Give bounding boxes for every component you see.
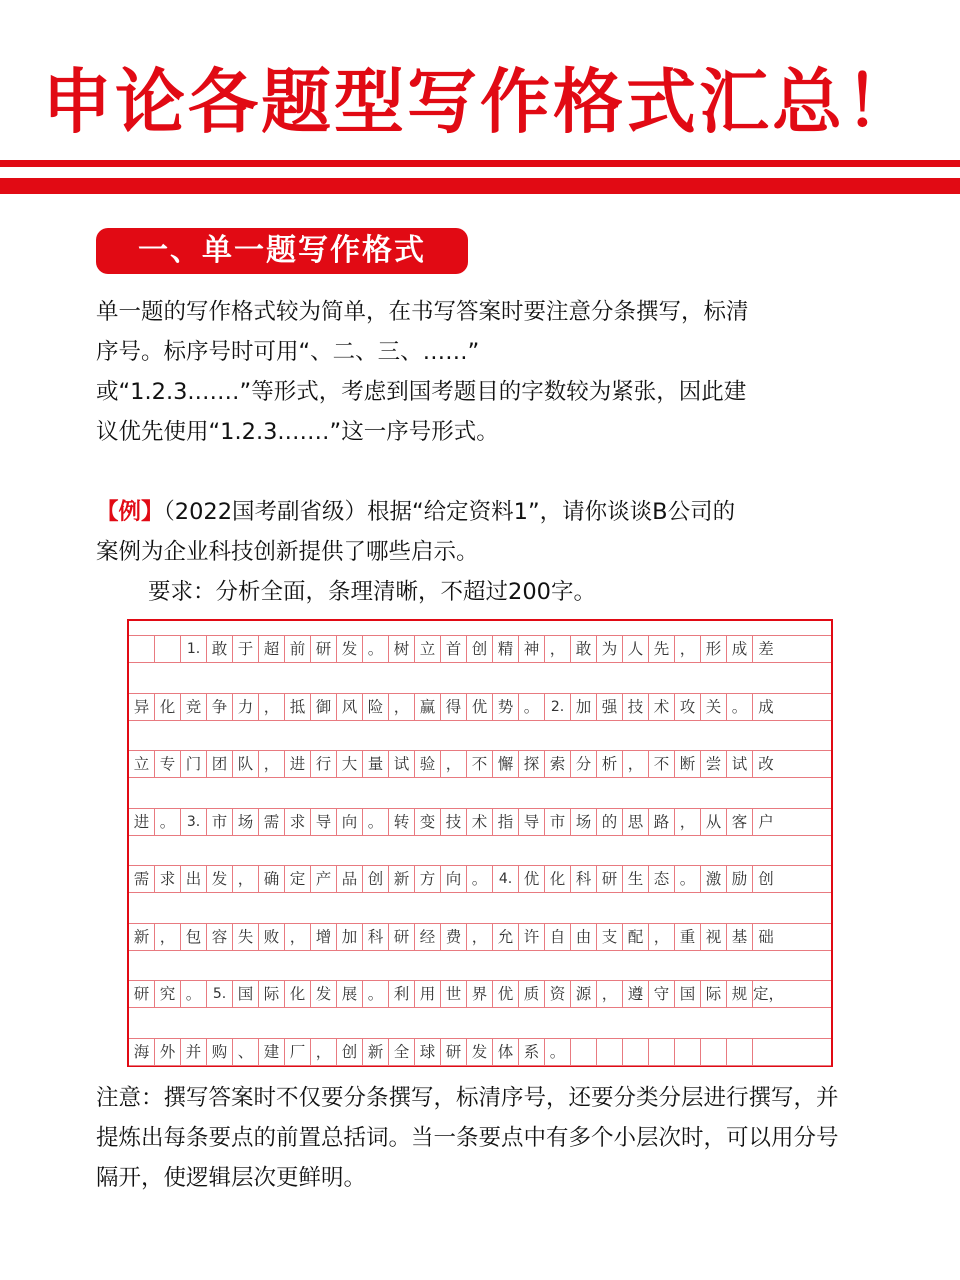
answer-sheet-cell: 懈 (493, 751, 519, 777)
answer-sheet-cell: 从 (701, 809, 727, 835)
answer-sheet-cell: 求 (285, 809, 311, 835)
answer-sheet-cell: 国 (675, 981, 701, 1007)
answer-sheet-cell: ， (233, 866, 259, 892)
answer-sheet-cell: 争 (207, 694, 233, 720)
answer-sheet-cell: 抵 (285, 694, 311, 720)
answer-sheet-cell: 外 (155, 1039, 181, 1065)
answer-sheet-row (129, 1038, 831, 1066)
answer-sheet-cell: 场 (233, 809, 259, 835)
answer-sheet-cell: 术 (467, 809, 493, 835)
answer-sheet-cell (675, 1039, 701, 1065)
answer-sheet-cell: 技 (441, 809, 467, 835)
answer-sheet-cell: ， (675, 809, 701, 835)
answer-sheet-cell: 新 (389, 866, 415, 892)
answer-sheet-row (129, 808, 831, 836)
answer-sheet-cell: 。 (519, 694, 545, 720)
answer-sheet-cell: 需 (129, 866, 155, 892)
answer-sheet-cell: 究 (155, 981, 181, 1007)
answer-sheet-cell: 。 (675, 866, 701, 892)
answer-sheet-cell: 攻 (675, 694, 701, 720)
answer-sheet-cell: 。 (155, 809, 181, 835)
intro-line-2: 序号。标序号时可用“、二、三、……” (96, 339, 480, 365)
answer-sheet-cell (571, 1039, 597, 1065)
answer-sheet-cell: 配 (623, 924, 649, 950)
answer-sheet-cell: 加 (337, 924, 363, 950)
answer-sheet-cell: 允 (493, 924, 519, 950)
answer-sheet-cell: 全 (389, 1039, 415, 1065)
answer-sheet-cell: 资 (545, 981, 571, 1007)
answer-sheet-cell: 队 (233, 751, 259, 777)
answer-sheet-cell (623, 1039, 649, 1065)
intro-line-3: 或“1.2.3.……”等形式，考虑到国考题目的字数较为紧张，因此建 (96, 379, 747, 405)
answer-sheet-cell: ， (441, 751, 467, 777)
answer-sheet-cell: 风 (337, 694, 363, 720)
answer-sheet-cell: 生 (623, 866, 649, 892)
answer-sheet-cell: 于 (233, 636, 259, 662)
answer-sheet-cell: 术 (649, 694, 675, 720)
answer-sheet-cell: 励 (727, 866, 753, 892)
answer-sheet-cell: 技 (623, 694, 649, 720)
answer-sheet-cell: 研 (311, 636, 337, 662)
answer-sheet-cell: 球 (415, 1039, 441, 1065)
answer-sheet-cell: 础 (758, 927, 774, 946)
answer-sheet-cell: 户 (758, 812, 774, 831)
answer-sheet-cell: ， (389, 694, 415, 720)
example-line-1 (96, 492, 735, 532)
answer-sheet-cell: 索 (545, 751, 571, 777)
section-heading: 一、单一题写作格式 (96, 228, 468, 274)
answer-sheet-cell (727, 1039, 753, 1065)
answer-sheet-cell: 创 (337, 1039, 363, 1065)
answer-sheet-row (129, 923, 831, 951)
answer-sheet-cell: 量 (363, 751, 389, 777)
answer-sheet-cell: 际 (701, 981, 727, 1007)
answer-sheet-cell: ， (259, 751, 285, 777)
answer-sheet-cell: 成 (758, 697, 774, 716)
answer-sheet-cell: 形 (701, 636, 727, 662)
answer-sheet-cell: 增 (311, 924, 337, 950)
answer-sheet-cell: 立 (129, 751, 155, 777)
answer-sheet-cell: 路 (649, 809, 675, 835)
answer-sheet-cell: 界 (467, 981, 493, 1007)
page-title: 申论各题型写作格式汇总！ (42, 60, 918, 143)
answer-sheet-cell: ， (545, 636, 571, 662)
answer-sheet-cell: 海 (129, 1039, 155, 1065)
answer-sheet (127, 619, 833, 1067)
answer-sheet-cell: 自 (545, 924, 571, 950)
note-line-3: 隔开，使逻辑层次更鲜明。 (96, 1165, 367, 1191)
answer-sheet-cell: 改 (758, 755, 774, 773)
answer-sheet-cell: 析 (597, 751, 623, 777)
answer-sheet-cell: 定 (285, 866, 311, 892)
answer-sheet-cell: 大 (337, 751, 363, 777)
answer-sheet-cell: 5. (207, 981, 233, 1007)
answer-sheet-cell: ， (311, 1039, 337, 1065)
answer-sheet-row (129, 750, 831, 778)
answer-sheet-cell: 创 (363, 866, 389, 892)
answer-sheet-row (129, 980, 831, 1008)
answer-sheet-cell: 场 (571, 809, 597, 835)
answer-sheet-cell: 差 (758, 640, 774, 658)
answer-sheet-cell: 得 (441, 694, 467, 720)
answer-sheet-cell: 关 (701, 694, 727, 720)
answer-sheet-cell: 际 (259, 981, 285, 1007)
answer-sheet-cell: 国 (233, 981, 259, 1007)
example-question: （2022国考副省级）根据“给定资料1”，请你谈谈B公司的 (163, 499, 736, 525)
answer-sheet-cell: 试 (389, 751, 415, 777)
answer-sheet-cell: 导 (519, 809, 545, 835)
answer-sheet-cell: 导 (311, 809, 337, 835)
answer-sheet-cell: 御 (311, 694, 337, 720)
answer-sheet-cell: 研 (389, 924, 415, 950)
answer-sheet-cell: 败 (259, 924, 285, 950)
answer-sheet-cell: 优 (493, 981, 519, 1007)
answer-sheet-cell: 产 (311, 866, 337, 892)
answer-sheet-cell: 的 (597, 809, 623, 835)
answer-sheet-cell: 态 (649, 866, 675, 892)
answer-sheet-cell: 支 (597, 924, 623, 950)
answer-sheet-cell: 出 (181, 866, 207, 892)
answer-sheet-cell: 用 (415, 981, 441, 1007)
title-divider-thick (0, 178, 960, 194)
answer-sheet-cell: 许 (519, 924, 545, 950)
answer-sheet-cell: 首 (441, 636, 467, 662)
intro-line-4: 议优先使用“1.2.3.……”这一序号形式。 (96, 419, 499, 445)
intro-line-1: 单一题的写作格式较为简单，在书写答案时要注意分条撰写，标清 (96, 299, 749, 325)
answer-sheet-cell: 向 (337, 809, 363, 835)
answer-sheet-cell: 3. (181, 809, 207, 835)
answer-sheet-cell: 容 (207, 924, 233, 950)
answer-sheet-cell: 经 (415, 924, 441, 950)
answer-sheet-cell: 利 (389, 981, 415, 1007)
answer-sheet-cell: 验 (415, 751, 441, 777)
answer-sheet-cell: 异 (129, 694, 155, 720)
answer-sheet-cell: 。 (181, 981, 207, 1007)
answer-sheet-cell: 分 (571, 751, 597, 777)
answer-sheet-cell: 。 (363, 981, 389, 1007)
answer-sheet-cell: 团 (207, 751, 233, 777)
answer-sheet-cell: 、 (233, 1039, 259, 1065)
answer-sheet-cell: 视 (701, 924, 727, 950)
note-line-2: 提炼出每条要点的前置总括词。当一条要点中有多个小层次时，可以用分号 (96, 1125, 839, 1151)
answer-sheet-cell: 。 (727, 694, 753, 720)
answer-sheet-cell: 发 (311, 981, 337, 1007)
answer-sheet-cell (597, 1039, 623, 1065)
answer-sheet-cell: 专 (155, 751, 181, 777)
answer-sheet-cell: 失 (233, 924, 259, 950)
answer-sheet-cell: 向 (441, 866, 467, 892)
answer-sheet-row (129, 693, 831, 721)
answer-sheet-cell: 重 (675, 924, 701, 950)
answer-sheet-cell: ， (623, 751, 649, 777)
answer-sheet-cell: ， (675, 636, 701, 662)
answer-sheet-cell: 激 (701, 866, 727, 892)
answer-sheet-cell: 精 (493, 636, 519, 662)
answer-sheet-cell: 科 (571, 866, 597, 892)
answer-sheet-cell: 系 (519, 1039, 545, 1065)
answer-sheet-cell: 确 (259, 866, 285, 892)
answer-sheet-cell: 势 (493, 694, 519, 720)
answer-sheet-cell: ， (155, 924, 181, 950)
answer-sheet-cell: 世 (441, 981, 467, 1007)
answer-sheet-cell: 2. (545, 694, 571, 720)
answer-sheet-cell: 研 (597, 866, 623, 892)
answer-sheet-cell: 力 (233, 694, 259, 720)
answer-sheet-cell: 超 (259, 636, 285, 662)
answer-sheet-cell: 不 (649, 751, 675, 777)
answer-sheet-cell: 化 (285, 981, 311, 1007)
answer-sheet-cell: 新 (363, 1039, 389, 1065)
answer-sheet-cell: 源 (571, 981, 597, 1007)
answer-sheet-cell: 转 (389, 809, 415, 835)
answer-sheet-cell: 遵 (623, 981, 649, 1007)
answer-sheet-row (129, 865, 831, 893)
answer-sheet-cell: 创 (758, 870, 774, 888)
answer-sheet-cell: 建 (259, 1039, 285, 1065)
answer-sheet-cell: 强 (597, 694, 623, 720)
answer-sheet-cell: ， (285, 924, 311, 950)
answer-sheet-cell: 基 (727, 924, 753, 950)
answer-sheet-cell: 。 (363, 809, 389, 835)
answer-sheet-cell: 展 (337, 981, 363, 1007)
answer-sheet-cell: 立 (415, 636, 441, 662)
answer-sheet-cell: 购 (207, 1039, 233, 1065)
answer-sheet-cell: 人 (623, 636, 649, 662)
title-divider-thin (0, 160, 960, 167)
answer-sheet-cell: 定， (753, 985, 785, 1003)
answer-sheet-cell: 优 (519, 866, 545, 892)
answer-sheet-cell: 探 (519, 751, 545, 777)
answer-sheet-cell: 赢 (415, 694, 441, 720)
answer-sheet-cell: 研 (129, 981, 155, 1007)
answer-sheet-cell (129, 636, 155, 662)
answer-sheet-cell: 化 (155, 694, 181, 720)
answer-sheet-cell: 尝 (701, 751, 727, 777)
answer-sheet-cell (753, 1039, 779, 1065)
example-requirement: 要求：分析全面，条理清晰，不超过200字。 (148, 579, 596, 605)
answer-sheet-row (129, 635, 831, 663)
answer-sheet-cell: 费 (441, 924, 467, 950)
answer-sheet-cell: 需 (259, 809, 285, 835)
answer-sheet-cell: 竞 (181, 694, 207, 720)
example-tag: 【例】 (96, 499, 164, 525)
answer-sheet-cell: 为 (597, 636, 623, 662)
answer-sheet-cell: 敢 (571, 636, 597, 662)
answer-sheet-cell: 先 (649, 636, 675, 662)
answer-sheet-cell: 敢 (207, 636, 233, 662)
answer-sheet-cell: 。 (363, 636, 389, 662)
answer-sheet-cell: ， (467, 924, 493, 950)
answer-sheet-cell: 神 (519, 636, 545, 662)
answer-sheet-cell: 前 (285, 636, 311, 662)
answer-sheet-cell: 行 (311, 751, 337, 777)
answer-sheet-cell: 试 (727, 751, 753, 777)
answer-sheet-cell: 方 (415, 866, 441, 892)
answer-sheet-cell: 不 (467, 751, 493, 777)
answer-sheet-cell: 发 (467, 1039, 493, 1065)
answer-sheet-cell: 进 (285, 751, 311, 777)
answer-sheet-cell: 树 (389, 636, 415, 662)
answer-sheet-cell: 市 (207, 809, 233, 835)
example-line-2: 案例为企业科技创新提供了哪些启示。 (96, 539, 479, 565)
answer-sheet-cell: 化 (545, 866, 571, 892)
answer-sheet-cell: 险 (363, 694, 389, 720)
note-line-1: 注意：撰写答案时不仅要分条撰写，标清序号，还要分类分层进行撰写，并 (96, 1085, 839, 1111)
answer-sheet-cell: 指 (493, 809, 519, 835)
answer-sheet-cell (701, 1039, 727, 1065)
answer-sheet-cell: 创 (467, 636, 493, 662)
answer-sheet-cell: 质 (519, 981, 545, 1007)
answer-sheet-cell: 品 (337, 866, 363, 892)
answer-sheet-cell (649, 1039, 675, 1065)
answer-sheet-cell: 发 (337, 636, 363, 662)
answer-sheet-cell: 并 (181, 1039, 207, 1065)
answer-sheet-cell: 进 (129, 809, 155, 835)
answer-sheet-cell: 由 (571, 924, 597, 950)
answer-sheet-cell: 规 (727, 981, 753, 1007)
answer-sheet-cell: 1. (181, 636, 207, 662)
answer-sheet-cell: 。 (545, 1039, 571, 1065)
answer-sheet-cell: 优 (467, 694, 493, 720)
answer-sheet-cell: 门 (181, 751, 207, 777)
answer-sheet-cell: 断 (675, 751, 701, 777)
answer-sheet-cell: 4. (493, 866, 519, 892)
answer-sheet-cell: 客 (727, 809, 753, 835)
answer-sheet-cell: 发 (207, 866, 233, 892)
answer-sheet-cell: 包 (181, 924, 207, 950)
answer-sheet-cell: 变 (415, 809, 441, 835)
answer-sheet-cell: 加 (571, 694, 597, 720)
answer-sheet-cell: ， (597, 981, 623, 1007)
answer-sheet-cell: 思 (623, 809, 649, 835)
answer-sheet-cell: 守 (649, 981, 675, 1007)
answer-sheet-cell: ， (259, 694, 285, 720)
answer-sheet-cell: 研 (441, 1039, 467, 1065)
answer-sheet-cell: 科 (363, 924, 389, 950)
answer-sheet-cell: 成 (727, 636, 753, 662)
answer-sheet-cell: 新 (129, 924, 155, 950)
answer-sheet-cell: 求 (155, 866, 181, 892)
answer-sheet-cell: 。 (467, 866, 493, 892)
answer-sheet-cell: 市 (545, 809, 571, 835)
answer-sheet-cell: 厂 (285, 1039, 311, 1065)
answer-sheet-cell (155, 636, 181, 662)
answer-sheet-cell: ， (649, 924, 675, 950)
answer-sheet-cell: 体 (493, 1039, 519, 1065)
